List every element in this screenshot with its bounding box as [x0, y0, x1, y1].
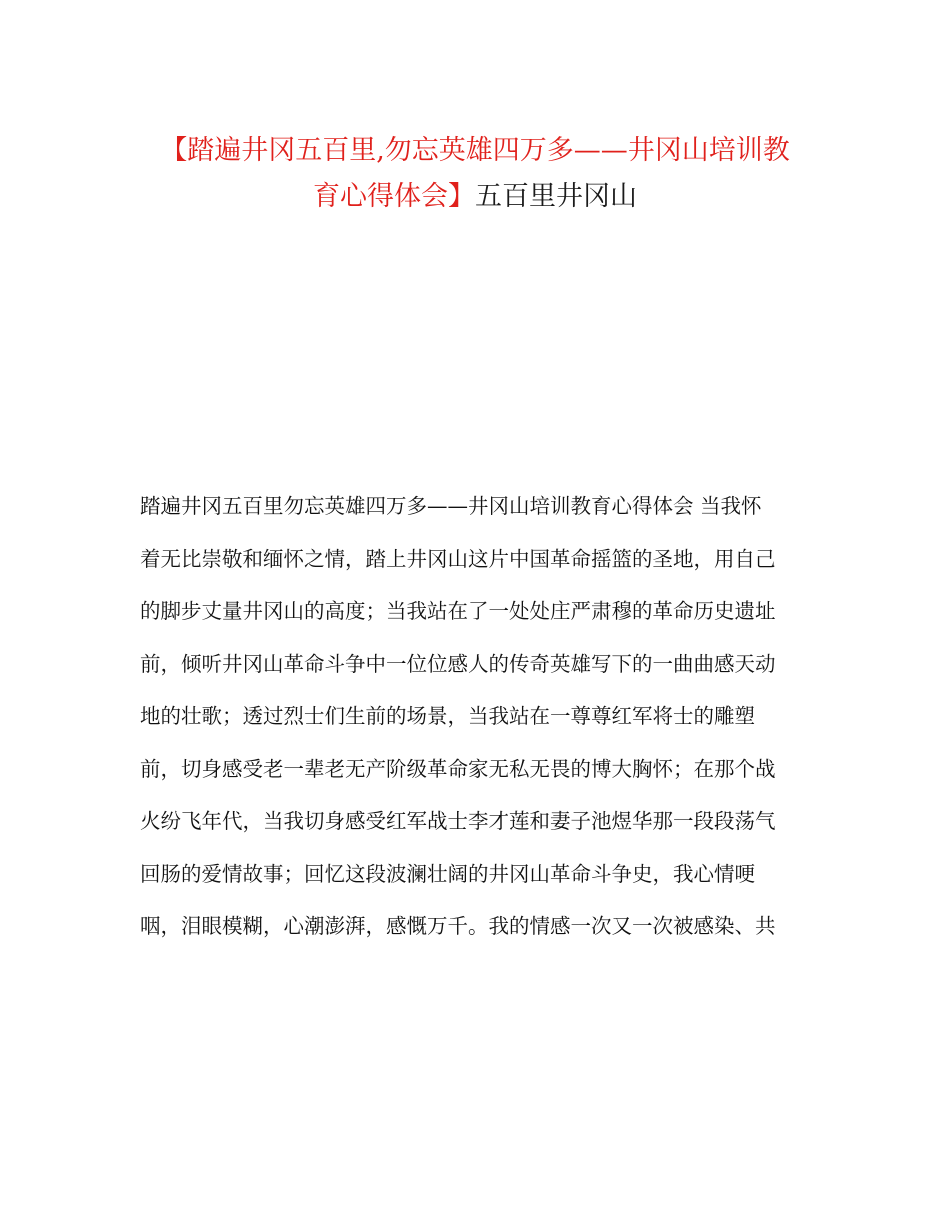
document-title — [100, 128, 850, 220]
body-line: 的脚步丈量井冈山的高度；当我站在了一处处庄严肃穆的革命历史遗址 — [140, 599, 776, 623]
body-line: 地的壮歌；透过烈士们生前的场景，当我站在一尊尊红军将士的雕塑 — [140, 704, 755, 728]
title-line-2-red-text: 育心得体会】 — [313, 181, 475, 212]
title-line-1 — [100, 128, 850, 174]
body-line: 踏遍井冈五百里勿忘英雄四万多——井冈山培训教育心得体会 当我怀 — [140, 494, 762, 518]
body-line: 火纷飞年代，当我切身感受红军战士李才莲和妻子池煜华那一段段荡气 — [140, 809, 776, 833]
title-line-2 — [100, 174, 850, 220]
body-line: 前，切身感受老一辈老无产阶级革命家无私无畏的博大胸怀；在那个战 — [140, 756, 776, 781]
title-line-2-black-text: 五百里井冈山 — [475, 181, 637, 212]
title-line-1-text: 【踏遍井冈五百里,勿忘英雄四万多——井冈山培训教 — [160, 135, 790, 166]
body-line: 回肠的爱情故事；回忆这段波澜壮阔的井冈山革命斗争史，我心情哽 — [140, 861, 755, 886]
document-body — [140, 480, 820, 953]
body-line: 前，倾听井冈山革命斗争中一位位感人的传奇英雄写下的一曲曲感天动 — [140, 651, 776, 676]
body-line: 着无比崇敬和缅怀之情，踏上井冈山这片中国革命摇篮的圣地，用自己 — [140, 546, 776, 571]
body-line: 咽，泪眼模糊，心潮澎湃，感慨万千。我的情感一次又一次被感染、共 — [140, 914, 776, 938]
